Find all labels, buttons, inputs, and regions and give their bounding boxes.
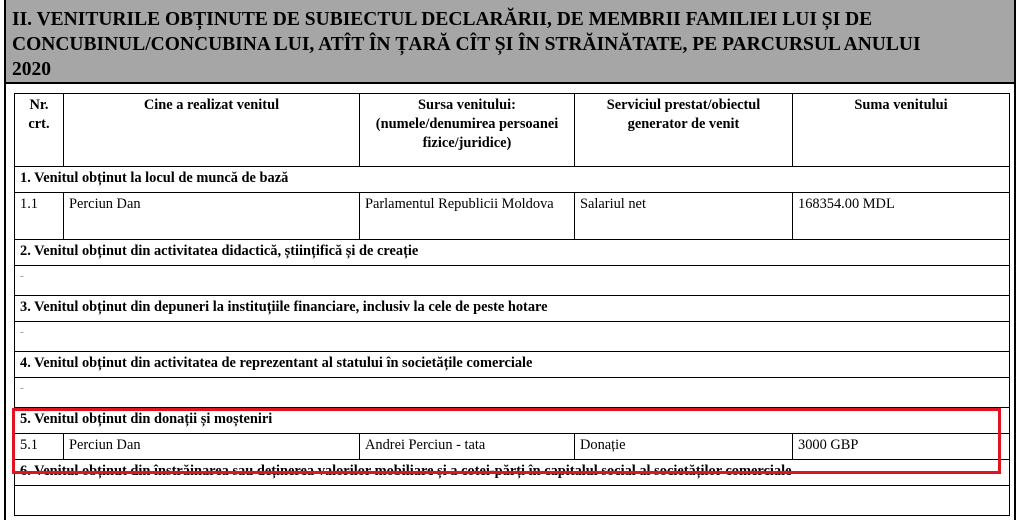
header-line-3: 2020 bbox=[12, 59, 51, 80]
cell-who: Perciun Dan bbox=[64, 193, 360, 240]
empty-row bbox=[15, 322, 1010, 352]
section-title-6: 6. Venitul obținut din înstrăinarea sau deținerea valorilor mobiliare și a cotei-părți în capitalul social al societăților comerciale bbox=[15, 460, 1010, 486]
col-header-who: Cine a realizat venitul bbox=[64, 94, 360, 167]
empty-row bbox=[15, 266, 1010, 296]
col-header-service: Serviciul prestat/obiectul generator de venit bbox=[575, 94, 793, 167]
cell-service: Salariul net bbox=[575, 193, 793, 240]
cell-nr: 5.1 bbox=[15, 434, 64, 460]
empty-marker: - bbox=[15, 378, 1010, 408]
section-row-2 bbox=[15, 240, 1010, 266]
table-row bbox=[15, 434, 1010, 460]
header-line-1: II. VENITURILE OBȚINUTE DE SUBIECTUL DECLARĂRII, DE MEMBRII FAMILIEI LUI ȘI DE bbox=[12, 9, 873, 30]
table-row bbox=[15, 486, 1010, 516]
cell-who: Perciun Dan bbox=[64, 434, 360, 460]
col-header-nr: Nr. crt. bbox=[15, 94, 64, 167]
table-header-row bbox=[15, 94, 1010, 167]
cell-service: Donație bbox=[575, 434, 793, 460]
section-row-1 bbox=[15, 167, 1010, 193]
section-title-5: 5. Venitul obținut din donații și moșteniri bbox=[15, 408, 1010, 434]
income-table bbox=[14, 93, 1010, 516]
col-header-source: Sursa venitului: (numele/denumirea persoanei fizice/juridice) bbox=[360, 94, 575, 167]
cell-source: Parlamentul Republicii Moldova bbox=[360, 193, 575, 240]
section-title-4: 4. Venitul obținut din activitatea de reprezentant al statului în societățile comerciale bbox=[15, 352, 1010, 378]
section-row-6 bbox=[15, 460, 1010, 486]
section-row-3 bbox=[15, 296, 1010, 322]
section-title-2: 2. Venitul obținut din activitatea didactică, științifică și de creație bbox=[15, 240, 1010, 266]
empty-marker: - bbox=[15, 322, 1010, 352]
cell-nr: 1.1 bbox=[15, 193, 64, 240]
section-row-5 bbox=[15, 408, 1010, 434]
cell-source: Andrei Perciun - tata bbox=[360, 434, 575, 460]
empty-marker: - bbox=[15, 266, 1010, 296]
section-title-1: 1. Venitul obținut la locul de muncă de bază bbox=[15, 167, 1010, 193]
header-line-2: CONCUBINUL/CONCUBINA LUI, ATÎT ÎN ȚARĂ CÎT ȘI ÎN STRĂINĂTATE, PE PARCURSUL ANULUI bbox=[12, 34, 921, 55]
section-header bbox=[6, 0, 1014, 84]
empty-row bbox=[15, 378, 1010, 408]
cell-amount: 3000 GBP bbox=[793, 434, 1010, 460]
section-row-4 bbox=[15, 352, 1010, 378]
section-title-3: 3. Venitul obținut din depuneri la instituțiile financiare, inclusiv la cele de peste hotare bbox=[15, 296, 1010, 322]
table-row bbox=[15, 193, 1010, 240]
empty-cell bbox=[15, 486, 1010, 516]
col-header-amount: Suma venitului bbox=[793, 94, 1010, 167]
cell-amount: 168354.00 MDL bbox=[793, 193, 1010, 240]
